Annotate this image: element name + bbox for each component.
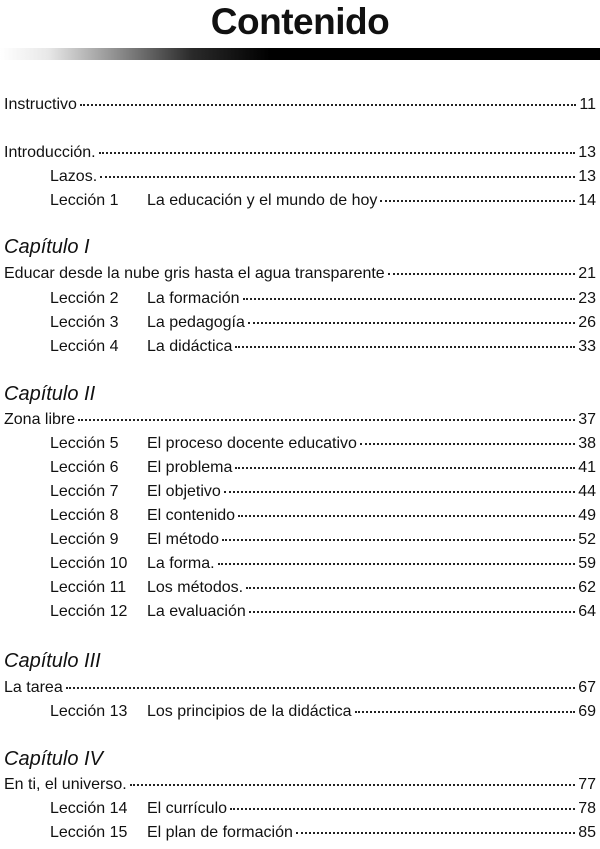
toc-lesson-10[interactable] — [50, 553, 596, 575]
toc-entry-page: 14 — [578, 192, 596, 209]
page-title: Contenido — [210, 1, 390, 42]
toc-entry-title: El objetivo — [147, 483, 221, 500]
dot-leader — [355, 711, 576, 713]
lesson-number: Lección 7 — [50, 483, 119, 500]
toc-entry-chapter-4-intro[interactable] — [4, 774, 596, 796]
toc-entry-introduccion[interactable] — [4, 142, 596, 164]
toc-entry-page: 23 — [578, 290, 596, 307]
toc-lesson-2[interactable] — [50, 288, 596, 310]
toc-entry-title: Instructivo — [4, 96, 77, 113]
toc-entry-title: El currículo — [147, 800, 228, 817]
toc-entry-title: En ti, el universo. — [4, 776, 127, 793]
dot-leader — [80, 104, 576, 106]
toc-entry-title: Introducción. — [4, 144, 96, 161]
dot-leader — [249, 611, 575, 613]
toc-entry-page: 11 — [579, 96, 596, 113]
toc-entry-page: 49 — [578, 507, 596, 524]
dot-leader — [130, 784, 575, 786]
toc-entry-chapter-3-intro[interactable] — [4, 677, 596, 699]
toc-entry-title: La formación — [147, 290, 240, 307]
toc-entry-page: 41 — [578, 459, 596, 476]
toc-entry-page: 44 — [578, 483, 596, 500]
dot-leader — [246, 587, 575, 589]
toc-entry-page: 52 — [578, 531, 596, 548]
toc-lesson-5[interactable] — [50, 433, 596, 455]
toc-entry-page: 78 — [578, 800, 596, 817]
lesson-number: Lección 6 — [50, 459, 119, 476]
dot-leader — [380, 200, 575, 202]
chapter-heading: Capítulo II — [4, 383, 96, 405]
toc-lesson-3[interactable] — [50, 312, 596, 334]
toc-lesson-13[interactable] — [50, 701, 596, 723]
lesson-number: Lección 3 — [50, 314, 119, 331]
lesson-number: Lección 9 — [50, 531, 119, 548]
dot-leader — [218, 563, 576, 565]
dot-leader — [66, 687, 575, 689]
lesson-number: Lección 5 — [50, 435, 119, 452]
dot-leader — [224, 491, 575, 493]
toc-lesson-14[interactable] — [50, 798, 596, 820]
dot-leader — [243, 298, 576, 300]
toc-entry-lazos[interactable] — [50, 166, 596, 188]
dot-leader — [100, 176, 575, 178]
toc-entry-chapter-2-intro[interactable] — [4, 409, 596, 431]
toc-entry-page: 26 — [578, 314, 596, 331]
toc-entry-page: 77 — [578, 776, 596, 793]
toc-entry-title: Zona libre — [4, 411, 76, 428]
toc-entry-page: 37 — [578, 411, 596, 428]
toc-entry-page: 85 — [578, 824, 596, 841]
toc-lesson-6[interactable] — [50, 457, 596, 479]
dot-leader — [99, 152, 576, 154]
lesson-number: Lección 10 — [50, 555, 128, 572]
toc-lesson-12[interactable] — [50, 601, 596, 623]
title-underline-bar — [0, 48, 600, 60]
toc-entry-page: 38 — [578, 435, 596, 452]
lesson-number: Lección 1 — [50, 192, 119, 209]
dot-leader — [248, 322, 575, 324]
toc-entry-page: 62 — [578, 579, 596, 596]
toc-entry-chapter-1-intro[interactable] — [4, 263, 596, 285]
toc-entry-title: La tarea — [4, 679, 63, 696]
toc-lesson-7[interactable] — [50, 481, 596, 503]
dot-leader — [235, 467, 575, 469]
dot-leader — [296, 832, 575, 834]
toc-entry-title: Educar desde la nube gris hasta el agua transparente — [4, 265, 385, 282]
lesson-number: Lección 15 — [50, 824, 128, 841]
toc-entry-title: La evaluación — [147, 603, 246, 620]
toc-entry-page: 33 — [578, 338, 596, 355]
lesson-number: Lección 13 — [50, 703, 128, 720]
toc-lesson-1[interactable] — [50, 190, 596, 212]
toc-entry-title: La educación y el mundo de hoy — [147, 192, 378, 209]
dot-leader — [78, 419, 575, 421]
lesson-number: Lección 14 — [50, 800, 128, 817]
toc-entry-page: 59 — [578, 555, 596, 572]
toc-entry-title: El plan de formación — [147, 824, 293, 841]
chapter-heading: Capítulo I — [4, 236, 90, 258]
toc-lesson-11[interactable] — [50, 577, 596, 599]
toc-entry-title: La forma. — [147, 555, 215, 572]
toc-entry-page: 13 — [578, 144, 596, 161]
toc-entry-title: El método — [147, 531, 220, 548]
toc-entry-title: Los métodos. — [147, 579, 244, 596]
dot-leader — [360, 443, 575, 445]
lesson-number: Lección 4 — [50, 338, 119, 355]
lesson-number: Lección 8 — [50, 507, 119, 524]
toc-entry-title: El problema — [147, 459, 233, 476]
dot-leader — [388, 273, 576, 275]
dot-leader — [230, 808, 575, 810]
lesson-number: Lección 12 — [50, 603, 128, 620]
toc-lesson-15[interactable] — [50, 822, 596, 844]
lesson-number: Lección 11 — [50, 579, 127, 596]
dot-leader — [235, 346, 575, 348]
toc-entry-page: 21 — [578, 265, 596, 282]
lesson-number: Lección 2 — [50, 290, 119, 307]
toc-entry-page: 64 — [578, 603, 596, 620]
toc-entry-title: La didáctica — [147, 338, 233, 355]
toc-entry-title: Los principios de la didáctica — [147, 703, 352, 720]
dot-leader — [222, 539, 575, 541]
toc-entry-title: El proceso docente educativo — [147, 435, 357, 452]
toc-entry-instructivo[interactable] — [4, 94, 596, 116]
toc-entry-title: Lazos. — [50, 168, 98, 185]
toc-entry-page: 13 — [578, 168, 596, 185]
chapter-heading: Capítulo IV — [4, 748, 103, 770]
toc-lesson-8[interactable] — [50, 505, 596, 527]
chapter-heading: Capítulo III — [4, 650, 101, 672]
toc-entry-page: 69 — [578, 703, 596, 720]
toc-lesson-4[interactable] — [50, 336, 596, 358]
dot-leader — [238, 515, 575, 517]
toc-entry-title: El contenido — [147, 507, 236, 524]
toc-entry-page: 67 — [578, 679, 596, 696]
toc-entry-title: La pedagogía — [147, 314, 245, 331]
toc-lesson-9[interactable] — [50, 529, 596, 551]
